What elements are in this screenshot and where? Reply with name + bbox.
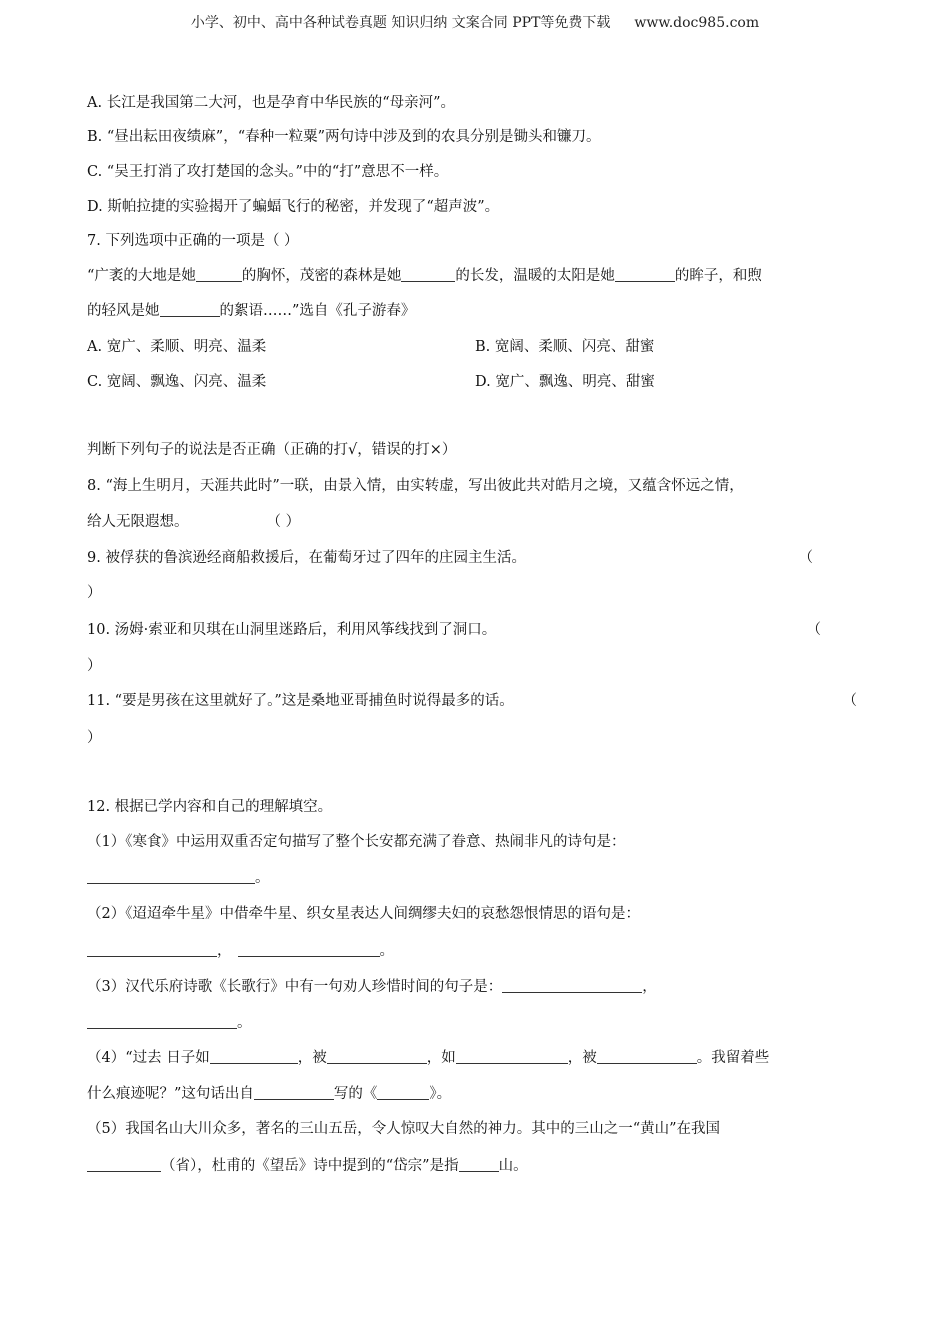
q12-4-blank-5[interactable] — [254, 1085, 334, 1100]
q7-passage-line2 — [87, 299, 415, 320]
q12-4-blank-3[interactable] — [456, 1049, 568, 1064]
q6-option-d: D. 斯帕拉捷的实验揭开了蝙蝠飞行的秘密，并发现了“超声波”。 — [87, 199, 500, 215]
q7-p1a: “广袤的大地是她 — [87, 268, 196, 284]
q7-p1b: 的胸怀，茂密的森林是她 — [241, 268, 402, 284]
q12-4-blank-2[interactable] — [327, 1049, 427, 1064]
header-site: www.doc985.com — [634, 15, 760, 31]
q8-text: 给人无限遐想。 — [87, 514, 189, 530]
q9-line — [87, 546, 859, 567]
q7-option-d: D. 宽广、飘逸、明亮、甜蜜 — [475, 374, 655, 390]
q7-blank-2[interactable] — [401, 267, 455, 282]
q8-line2 — [87, 510, 300, 531]
q12-sub3-answer: 。 — [87, 1011, 252, 1032]
q7-stem: 7. 下列选项中正确的一项是（ ） — [87, 233, 299, 249]
q9-open-paren[interactable]: （ — [798, 550, 813, 566]
q12-sub1-answer: 。 — [87, 866, 270, 887]
q7-blank-4[interactable] — [160, 302, 220, 317]
q12-4-blank-4[interactable] — [597, 1049, 697, 1064]
q8-answer-paren[interactable]: （ ） — [266, 514, 301, 530]
q12-sub3: （3）汉代乐府诗歌《长歌行》中有一句劝人珍惜时间的句子是： ， — [87, 979, 657, 995]
q12-sub4-line1: （4）“过去 日子如 ，被 ，如 ，被 。我留着些 — [87, 1050, 770, 1066]
q7-p1c: 的长发，温暖的太阳是她 — [455, 268, 615, 284]
q9-close-paren: ） — [87, 585, 102, 601]
q12-sub5-line1: （5）我国名山大川众多，著名的三山五岳，令人惊叹大自然的神力。其中的三山之一“黄山”在我国 — [87, 1121, 721, 1137]
q7-option-c: C. 宽阔、飘逸、闪亮、温柔 — [87, 374, 267, 390]
q7-option-a: A. 宽广、柔顺、明亮、温柔 — [87, 339, 267, 355]
q7-passage-line1 — [87, 264, 762, 285]
header-title: 小学、初中、高中各种试卷真题 知识归纳 文案合同 PPT等免费下载 — [190, 15, 611, 31]
q10-close-paren: ） — [87, 658, 102, 674]
q7-blank-1[interactable] — [196, 267, 242, 282]
q12-sub1: （1）《寒食》中运用双重否定句描写了整个长安都充满了眷意、热闹非凡的诗句是： — [87, 834, 626, 850]
q7-p2b: 的絮语……”选自《孔子游春》 — [219, 303, 416, 319]
q9-text: 9. 被俘获的鲁滨逊经商船救援后，在葡萄牙过了四年的庄园主生活。 — [87, 550, 526, 566]
q6-option-a: A. 长江是我国第二大河，也是孕育中华民族的“母亲河”。 — [87, 95, 456, 111]
q12-sub5-line2: （省），杜甫的《望岳》诗中提到的“岱宗”是指 山。 — [87, 1154, 528, 1175]
q12-5-blank-2[interactable] — [459, 1157, 499, 1172]
q10-line — [87, 618, 859, 639]
q11-open-paren[interactable]: （ — [842, 693, 857, 709]
q7-p2a: 的轻风是她 — [87, 303, 160, 319]
q12-sub4-line2: 什么痕迹呢？”这句话出自 写的《 》。 — [87, 1086, 452, 1102]
q6-option-b: B. “昼出耘田夜绩麻”，“春种一粒粟”两句诗中涉及到的农具分别是锄头和镰刀。 — [87, 129, 601, 145]
q12-3-blank-1[interactable] — [502, 978, 642, 993]
q12-sub2: （2）《迢迢牵牛星》中借牵牛星、织女星表达人间绸缪夫妇的哀愁怨恨情思的语句是： — [87, 906, 640, 922]
q10-open-paren[interactable]: （ — [806, 622, 821, 638]
q12-1-blank[interactable] — [87, 869, 255, 884]
q10-text: 10. 汤姆·索亚和贝琪在山洞里迷路后，利用风筝线找到了洞口。 — [87, 622, 497, 638]
q12-2-blank-1[interactable] — [87, 942, 217, 957]
q11-line — [87, 689, 859, 710]
judge-instruction: 判断下列句子的说法是否正确（正确的打√，错误的打×） — [87, 442, 457, 458]
q7-blank-3[interactable] — [615, 267, 675, 282]
q12-2-blank-2[interactable] — [238, 942, 380, 957]
q11-text: 11. “要是男孩在这里就好了。”这是桑地亚哥捕鱼时说得最多的话。 — [87, 693, 514, 709]
q6-option-c: C. “吴王打消了攻打楚国的念头。”中的“打”意思不一样。 — [87, 164, 449, 180]
page-header — [0, 12, 950, 32]
q12-stem: 12. 根据已学内容和自己的理解填空。 — [87, 799, 333, 815]
q12-5-blank-1[interactable] — [87, 1157, 161, 1172]
q12-4-blank-6[interactable] — [377, 1085, 429, 1100]
q12-3-blank-2[interactable] — [87, 1014, 237, 1029]
q7-option-b: B. 宽阔、柔顺、闪亮、甜蜜 — [475, 339, 655, 355]
q12-sub2-answer: ， 。 — [87, 939, 394, 960]
q8-line1: 8. “海上生明月，天涯共此时”一联，由景入情，由实转虚，写出彼此共对皓月之境，又蕴含怀远之情， — [87, 478, 744, 494]
q7-p1d: 的眸子，和煦 — [674, 268, 762, 284]
q11-close-paren: ） — [87, 730, 102, 746]
q12-4-blank-1[interactable] — [210, 1049, 298, 1064]
